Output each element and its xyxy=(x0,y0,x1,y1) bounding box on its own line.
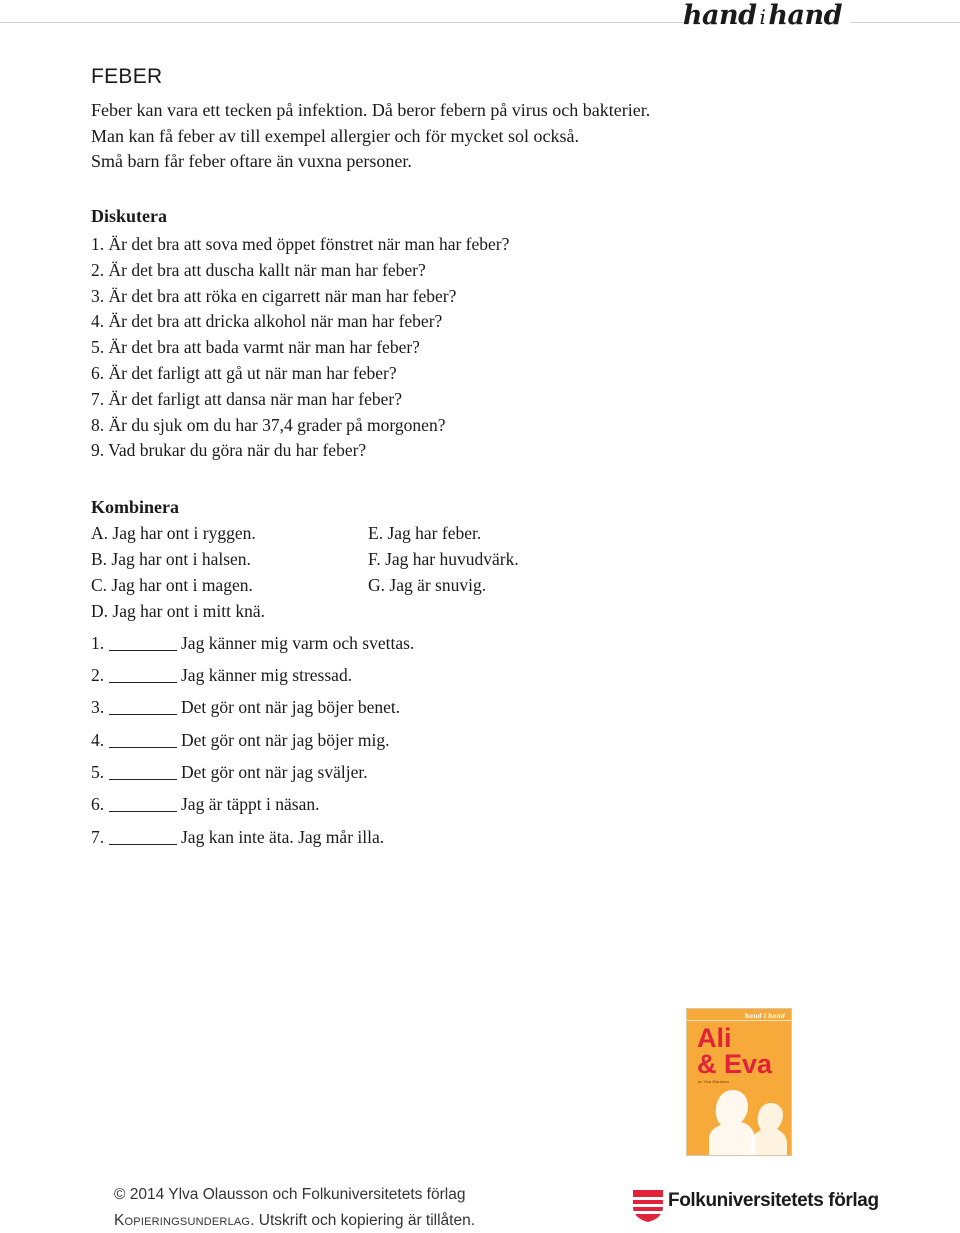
match-number: 4. xyxy=(91,730,105,750)
combine-heading: Kombinera xyxy=(91,497,179,517)
combine-options xyxy=(91,523,591,633)
discuss-question: 2. Är det bra att duscha kallt när man har feber? xyxy=(91,259,426,280)
match-text: Det gör ont när jag sväljer. xyxy=(181,762,368,782)
answer-blank[interactable] xyxy=(109,747,177,748)
book-cover-title xyxy=(697,1025,772,1077)
combine-option: D. Jag har ont i mitt knä. xyxy=(91,601,266,621)
discuss-question: 5. Är det bra att bada varmt när man har feber? xyxy=(91,337,420,358)
copy-permission-text: . Utskrift och kopiering är tillåten. xyxy=(250,1212,476,1229)
publisher-shield-icon xyxy=(632,1189,664,1223)
match-text: Det gör ont när jag böjer benet. xyxy=(181,697,401,717)
match-text: Jag känner mig stressad. xyxy=(181,665,353,685)
match-text: Jag är täppt i näsan. xyxy=(181,794,320,814)
match-text: Det gör ont när jag böjer mig. xyxy=(181,730,390,750)
match-number: 3. xyxy=(91,697,105,717)
match-number: 2. xyxy=(91,665,105,685)
match-number: 1. xyxy=(91,633,105,653)
brand-wordmark xyxy=(683,0,842,31)
discuss-question: 9. Vad brukar du göra när du har feber? xyxy=(91,440,367,461)
book-cover-rule xyxy=(687,1020,791,1021)
book-cover-brand: hand i hand xyxy=(744,1013,785,1020)
intro-line: Man kan få feber av till exempel allergier och för mycket sol också. xyxy=(91,125,579,146)
answer-blank[interactable] xyxy=(109,779,177,780)
discuss-question: 1. Är det bra att sova med öppet fönstret när man har feber? xyxy=(91,234,510,254)
answer-blank[interactable] xyxy=(109,714,177,715)
answer-blank[interactable] xyxy=(109,844,177,845)
copy-permission-label: Kopieringsunderlag xyxy=(114,1212,251,1229)
discuss-question: 7. Är det farligt att dansa när man har feber? xyxy=(91,388,402,409)
copyright-text: © 2014 Ylva Olausson och Folkuniversitetets förlag xyxy=(114,1186,466,1203)
combine-option: B. Jag har ont i halsen. xyxy=(91,549,251,569)
combine-option: G. Jag är snuvig. xyxy=(368,575,487,595)
discuss-question: 8. Är du sjuk om du har 37,4 grader på morgonen? xyxy=(91,414,446,435)
copy-permission-note xyxy=(114,1212,475,1230)
book-cover-silhouettes xyxy=(687,1077,792,1155)
discuss-question: 4. Är det bra att dricka alkohol när man har feber? xyxy=(91,311,443,332)
intro-line: Små barn får feber oftare än vuxna personer. xyxy=(91,151,412,171)
discuss-heading: Diskutera xyxy=(91,206,167,226)
combine-option: A. Jag har ont i ryggen. xyxy=(91,523,256,543)
brand-word-sep: i xyxy=(759,5,766,29)
book-cover-title-line: Ali xyxy=(697,1023,732,1053)
page-title: FEBER xyxy=(91,65,163,88)
match-number: 5. xyxy=(91,762,105,782)
answer-blank[interactable] xyxy=(109,682,177,683)
publisher-logo-text: Folkuniversitetets förlag xyxy=(668,1190,879,1211)
book-cover-author: av Ylva Olausson xyxy=(698,1079,730,1084)
intro-paragraph xyxy=(91,98,650,175)
discuss-question: 3. Är det bra att röka en cigarrett när man har feber? xyxy=(91,285,457,306)
match-text: Jag känner mig varm och svettas. xyxy=(181,633,415,653)
match-text: Jag kan inte äta. Jag mår illa. xyxy=(181,827,385,847)
combine-option: C. Jag har ont i magen. xyxy=(91,575,253,595)
match-number: 6. xyxy=(91,794,105,814)
match-number: 7. xyxy=(91,827,105,847)
book-cover-image xyxy=(686,1008,792,1156)
book-cover-title-line: & Eva xyxy=(697,1049,773,1079)
answer-blank[interactable] xyxy=(109,650,177,651)
brand-word-right: hand xyxy=(768,0,842,31)
brand-word-left: hand xyxy=(682,0,757,31)
answer-blank[interactable] xyxy=(109,811,177,812)
combine-option: E. Jag har feber. xyxy=(368,523,482,543)
combine-option: F. Jag har huvudvärk. xyxy=(368,549,519,569)
discuss-question: 6. Är det farligt att gå ut när man har feber? xyxy=(91,362,397,383)
intro-line: Feber kan vara ett tecken på infektion. Då beror febern på virus och bakterier. xyxy=(91,100,651,120)
discuss-question-list xyxy=(91,232,509,464)
